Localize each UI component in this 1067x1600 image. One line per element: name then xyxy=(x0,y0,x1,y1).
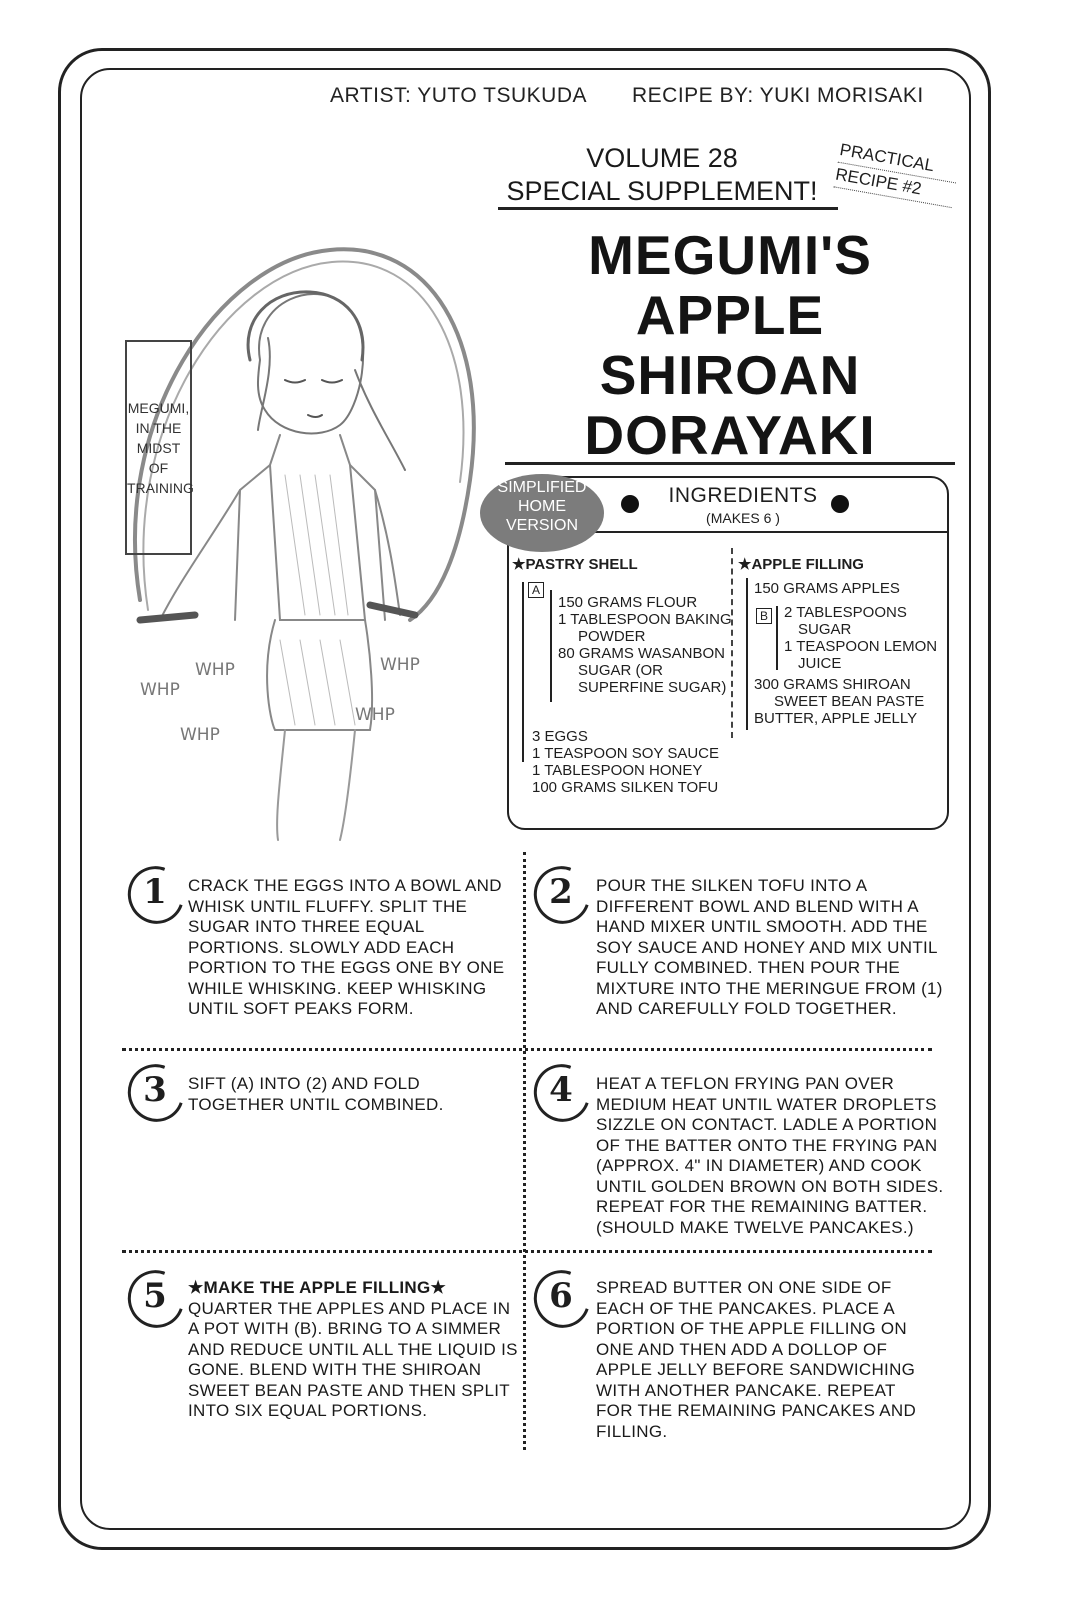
ingredients-divider xyxy=(731,548,733,738)
ingredient-item: SUGAR xyxy=(798,621,852,638)
recipe-number-label: RECIPE #2 xyxy=(833,163,956,208)
title-line-4: DORAYAKI xyxy=(584,404,876,466)
step-4-number: 4 xyxy=(538,1066,584,1116)
step-4-text xyxy=(596,1074,951,1238)
supplement-rule xyxy=(498,207,838,210)
simplified-version-badge xyxy=(480,474,604,552)
badge-line: SIMPLIFIED xyxy=(497,479,587,496)
step-5-text xyxy=(188,1278,518,1422)
step-3-body: SIFT (A) INTO (2) AND FOLD TOGETHER UNTIL COMBINED. xyxy=(188,1074,444,1114)
title-line-2: APPLE xyxy=(635,284,825,346)
ingredient-item: 150 GRAMS APPLES xyxy=(754,580,900,597)
step-1-body: CRACK THE EGGS INTO A BOWL AND WHISK UNTIL FLUFFY. SPLIT THE SUGAR INTO THREE EQUAL PORTIONS. SLOWLY ADD EACH PORTION TO THE EGGS ONE BY ONE WHILE WHISKING. KEEP WHISKING UNTIL SOFT PEAKS FORM. xyxy=(188,876,505,1018)
bullet-dot-icon xyxy=(621,495,639,513)
step-6-number: 6 xyxy=(538,1272,584,1322)
ingredient-item: 300 GRAMS SHIROAN xyxy=(754,676,911,693)
step-2-number: 2 xyxy=(538,868,584,918)
recipe-credit: RECIPE BY: YUKI MORISAKI xyxy=(632,84,924,107)
sfx-text: WHP xyxy=(140,680,180,700)
ingredient-item: 2 TABLESPOONS xyxy=(784,604,907,621)
badge-line: VERSION xyxy=(505,517,578,534)
ingredient-item: SUGAR (OR xyxy=(578,662,664,679)
artist-credit: ARTIST: YUTO TSUKUDA xyxy=(330,84,588,107)
group-a-label: A xyxy=(528,582,544,598)
title-rule xyxy=(505,462,955,465)
supplement-heading xyxy=(492,142,832,208)
sfx-text: WHP xyxy=(380,655,420,675)
recipe-title xyxy=(520,225,940,465)
ingredients-yield: (MAKES 6 ) xyxy=(706,510,780,526)
caption-line: TRAINING xyxy=(127,480,194,496)
step-1-text xyxy=(188,876,508,1020)
ingredient-item: 100 GRAMS SILKEN TOFU xyxy=(532,779,719,796)
pastry-shell-heading: ★PASTRY SHELL xyxy=(512,556,638,573)
apple-filling-heading: ★APPLE FILLING xyxy=(738,556,864,573)
ingredient-item: 150 GRAMS FLOUR xyxy=(558,594,698,611)
badge-line: HOME xyxy=(518,498,566,515)
title-line-3: SHIROAN xyxy=(599,344,861,406)
volume-label: VOLUME 28 xyxy=(586,143,738,173)
ingredient-item: 80 GRAMS WASANBON xyxy=(558,645,725,662)
bracket xyxy=(746,578,748,730)
bracket xyxy=(550,590,552,702)
pastry-shell-column xyxy=(512,556,732,806)
sfx-text: WHP xyxy=(355,705,395,725)
ingredients-header xyxy=(648,484,838,526)
caption-line: IN THE xyxy=(135,420,182,436)
steps-grid-divider xyxy=(122,1250,932,1253)
title-line-1: MEGUMI'S xyxy=(588,224,872,286)
step-5-body: QUARTER THE APPLES AND PLACE IN A POT WITH (B). BRING TO A SIMMER AND REDUCE UNTIL ALL THE LIQUID IS GONE. BLEND WITH THE SHIROAN SWEET BEAN PASTE AND THEN SPLIT INTO SIX EQUAL PORTIONS. xyxy=(188,1298,518,1420)
ingredient-item: 1 TABLESPOON HONEY xyxy=(532,762,703,779)
step-3-number: 3 xyxy=(132,1066,178,1116)
steps-grid-divider xyxy=(523,852,526,1450)
step-6-body: SPREAD BUTTER ON ONE SIDE OF EACH OF THE PANCAKES. PLACE A PORTION OF THE APPLE FILLING ON ONE AND THEN ADD A DOLLOP OF APPLE JELLY BEFORE SANDWICHING WITH ANOTHER PANCAKE. REPEAT FOR THE REMAINING PANCAKES AND FILLING. xyxy=(596,1278,917,1441)
ingredients-title: INGREDIENTS xyxy=(668,484,818,507)
ingredient-item: SUPERFINE SUGAR) xyxy=(578,679,727,696)
ingredient-item: SWEET BEAN PASTE xyxy=(774,693,925,710)
ingredient-item: 3 EGGS xyxy=(532,728,588,745)
ingredient-item: 1 TABLESPOON BAKING xyxy=(558,611,732,628)
sfx-text: WHP xyxy=(180,725,220,745)
step-1-number: 1 xyxy=(132,868,178,918)
ingredient-item: 1 TEASPOON SOY SAUCE xyxy=(532,745,720,762)
bracket xyxy=(522,582,524,762)
supplement-label: SPECIAL SUPPLEMENT! xyxy=(506,176,818,206)
steps-grid-divider xyxy=(122,1048,932,1051)
ingredient-item: JUICE xyxy=(798,655,842,672)
step-5-heading: ★MAKE THE APPLE FILLING★ xyxy=(188,1278,447,1297)
practical-label: PRACTICAL xyxy=(838,138,961,183)
step-2-text xyxy=(596,876,946,1020)
sfx-text: WHP xyxy=(195,660,235,680)
group-b-label: B xyxy=(756,608,772,624)
bracket xyxy=(776,606,778,670)
ingredient-item: POWDER xyxy=(578,628,646,645)
apple-filling-column xyxy=(738,556,943,746)
step-6-text xyxy=(596,1278,931,1442)
caption-line: MIDST OF xyxy=(136,440,181,476)
illustration-caption xyxy=(125,340,192,555)
ingredient-item: BUTTER, APPLE JELLY xyxy=(754,710,918,727)
step-4-body: HEAT A TEFLON FRYING PAN OVER MEDIUM HEAT UNTIL WATER DROPLETS SIZZLE ON CONTACT. LADLE A PORTION OF THE BATTER ONTO THE FRYING PAN (APPROX. 4" IN DIAMETER) AND COOK UNTIL GOLDEN BROWN ON BOTH SIDES. REPEAT FOR THE REMAINING BATTER. (SHOULD MAKE TWELVE PANCAKES.) xyxy=(596,1074,944,1237)
step-3-text xyxy=(188,1074,478,1115)
ingredient-item: 1 TEASPOON LEMON xyxy=(784,638,938,655)
caption-line: MEGUMI, xyxy=(127,400,190,416)
step-2-body: POUR THE SILKEN TOFU INTO A DIFFERENT BOWL AND BLEND WITH A HAND MIXER UNTIL SMOOTH. ADD THE SOY SAUCE AND HONEY AND MIX UNTIL FULLY COMBINED. THEN POUR THE MIXTURE INTO THE MERINGUE FROM (1) AND CAREFULLY FOLD TOGETHER. xyxy=(596,876,943,1018)
step-5-number: 5 xyxy=(132,1272,178,1322)
